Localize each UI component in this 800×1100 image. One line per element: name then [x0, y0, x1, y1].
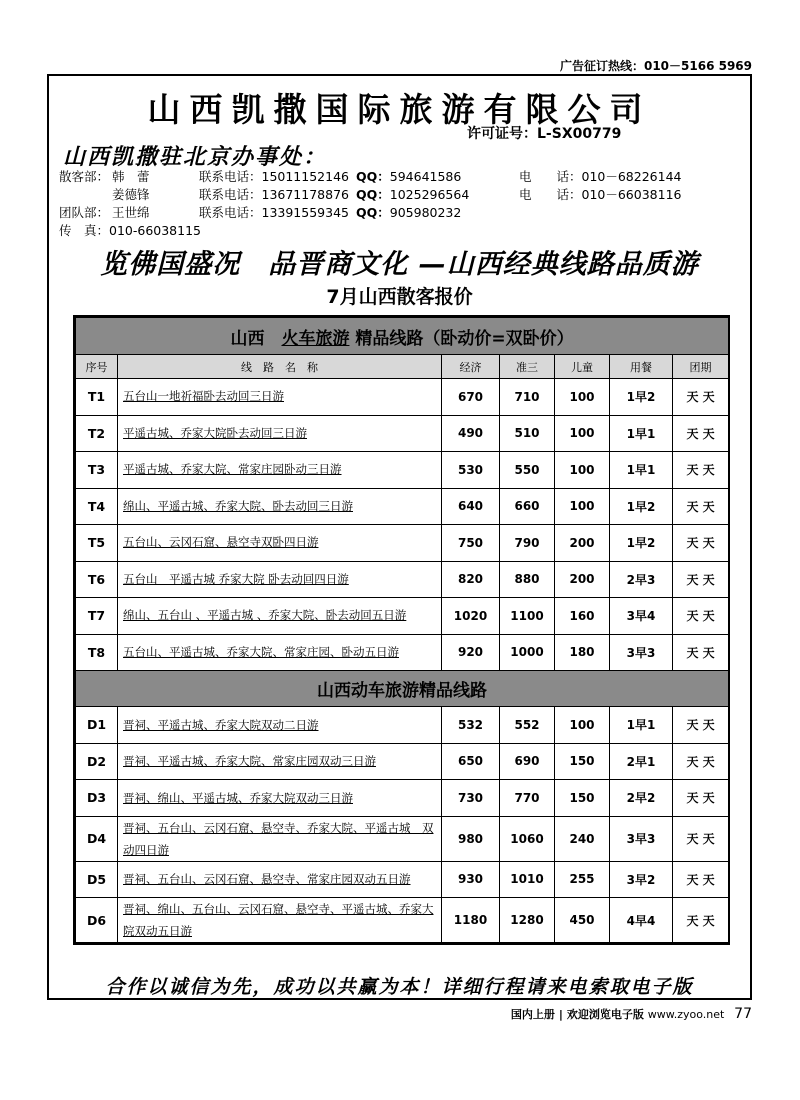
cell-dates: 天 天 — [673, 561, 729, 598]
cell-econ: 640 — [442, 488, 500, 525]
train-section-underlined: 火车旅游 — [281, 328, 350, 349]
page-number: 77 — [734, 1006, 752, 1022]
column-header-row — [76, 355, 729, 379]
table-row — [76, 488, 729, 525]
slogan: 览佛国盛况 品晋商文化 —山西经典线路品质游 — [100, 249, 699, 280]
cell-name: 晋祠、五台山、云冈石窟、悬空寺、常家庄园双动五日游 — [118, 861, 442, 898]
cell-econ: 930 — [442, 861, 500, 898]
contact-role: 团队部： — [59, 205, 110, 220]
cell-code: T8 — [76, 634, 118, 671]
cell-econ: 670 — [442, 379, 500, 416]
contact-name: 韩 蕾 — [112, 169, 150, 184]
cell-meals: 1早1 — [610, 707, 673, 744]
cell-name: 晋祠、五台山、云冈石窟、悬空寺、乔家大院、平遥古城 双动四日游 — [118, 816, 442, 861]
qq-number: 905980232 — [389, 205, 462, 220]
cell-meals: 1早2 — [610, 488, 673, 525]
table-row — [76, 634, 729, 671]
cell-code: T4 — [76, 488, 118, 525]
col-header-name: 线 路 名 称 — [118, 355, 442, 379]
cell-std3: 1280 — [500, 898, 555, 943]
col-header-econ: 经济 — [442, 355, 500, 379]
cell-econ: 980 — [442, 816, 500, 861]
col-header-child: 儿童 — [555, 355, 610, 379]
cell-child: 100 — [555, 707, 610, 744]
bullet-section-title: 山西动车旅游精品线路 — [76, 671, 729, 707]
cell-code: D1 — [76, 707, 118, 744]
table-row — [76, 525, 729, 562]
cell-econ: 730 — [442, 780, 500, 817]
cell-econ: 820 — [442, 561, 500, 598]
cell-meals: 3早3 — [610, 816, 673, 861]
cell-dates: 天 天 — [673, 707, 729, 744]
cell-code: D4 — [76, 816, 118, 861]
cell-name: 五台山一地祈福卧去动回三日游 — [118, 379, 442, 416]
cell-econ: 532 — [442, 707, 500, 744]
cell-meals: 3早3 — [610, 634, 673, 671]
table-row — [76, 707, 729, 744]
cell-child: 180 — [555, 634, 610, 671]
cell-dates: 天 天 — [673, 861, 729, 898]
cell-meals: 1早2 — [610, 379, 673, 416]
cell-dates: 天 天 — [673, 415, 729, 452]
cell-econ: 530 — [442, 452, 500, 489]
cell-code: D6 — [76, 898, 118, 943]
contact-phone: 电 话：010－66038116 — [519, 187, 682, 202]
cell-code: T5 — [76, 525, 118, 562]
price-table — [75, 317, 729, 943]
cell-dates: 天 天 — [673, 488, 729, 525]
contact-list — [59, 168, 749, 240]
bullet-section-header — [76, 671, 729, 707]
cell-econ: 650 — [442, 743, 500, 780]
contact-qq — [356, 204, 461, 222]
table-row — [76, 598, 729, 635]
cell-econ: 920 — [442, 634, 500, 671]
cell-code: T3 — [76, 452, 118, 489]
contact-tel: 联系电话：15011152146 — [199, 169, 349, 184]
cell-std3: 1000 — [500, 634, 555, 671]
footer-slogan: 合作以诚信为先，成功以共赢为本！详细行程请来电索取电子版 — [105, 976, 694, 998]
cell-dates: 天 天 — [673, 780, 729, 817]
cell-name: 五台山、云冈石窟、悬空寺双卧四日游 — [118, 525, 442, 562]
footer-browse: 欢迎浏览电子版 — [566, 1008, 644, 1021]
cell-std3: 660 — [500, 488, 555, 525]
contact-phone: 电 话：010－68226144 — [519, 169, 682, 184]
cell-meals: 1早1 — [610, 415, 673, 452]
col-header-std3: 准三 — [500, 355, 555, 379]
cell-std3: 1060 — [500, 816, 555, 861]
table-row — [76, 561, 729, 598]
cell-meals: 3早2 — [610, 861, 673, 898]
cell-std3: 1100 — [500, 598, 555, 635]
fax-number: 传 真：010-66038115 — [59, 223, 201, 238]
cell-code: T1 — [76, 379, 118, 416]
cell-std3: 690 — [500, 743, 555, 780]
cell-name: 绵山、五台山 、平遥古城 、乔家大院、卧去动回五日游 — [118, 598, 442, 635]
table-row — [76, 379, 729, 416]
contact-row — [59, 186, 749, 204]
cell-std3: 550 — [500, 452, 555, 489]
contact-tel: 联系电话：13671178876 — [199, 187, 349, 202]
cell-code: D3 — [76, 780, 118, 817]
cell-code: T7 — [76, 598, 118, 635]
cell-child: 240 — [555, 816, 610, 861]
cell-meals: 4早4 — [610, 898, 673, 943]
contact-row — [59, 168, 749, 186]
cell-meals: 2早3 — [610, 561, 673, 598]
cell-dates: 天 天 — [673, 452, 729, 489]
col-header-dates: 团期 — [673, 355, 729, 379]
contact-qq — [356, 168, 461, 186]
table-row — [76, 452, 729, 489]
cell-dates: 天 天 — [673, 816, 729, 861]
cell-dates: 天 天 — [673, 598, 729, 635]
cell-dates: 天 天 — [673, 525, 729, 562]
table-row — [76, 743, 729, 780]
cell-meals: 2早1 — [610, 743, 673, 780]
qq-number: 594641586 — [389, 169, 462, 184]
company-name: 山西凯撒国际旅游有限公司 — [147, 90, 652, 129]
cell-child: 100 — [555, 452, 610, 489]
cell-std3: 710 — [500, 379, 555, 416]
cell-name: 晋祠、平遥古城、乔家大院双动二日游 — [118, 707, 442, 744]
qq-label: QQ： — [356, 187, 390, 202]
cell-name: 五台山、平遥古城、乔家大院、常家庄园、卧动五日游 — [118, 634, 442, 671]
fax-row — [59, 222, 749, 240]
cell-child: 255 — [555, 861, 610, 898]
table-row — [76, 415, 729, 452]
qq-label: QQ： — [356, 205, 390, 220]
license-number: 许可证号：L-SX00779 — [467, 126, 622, 142]
cell-code: T2 — [76, 415, 118, 452]
footer-section: 国内上册 — [510, 1008, 555, 1021]
cell-econ: 750 — [442, 525, 500, 562]
footer-separator: | — [558, 1008, 563, 1021]
footer-url[interactable]: www.zyoo.net — [647, 1008, 725, 1021]
qq-label: QQ： — [356, 169, 390, 184]
cell-name: 晋祠、绵山、五台山、云冈石窟、悬空寺、平遥古城、乔家大院双动五日游 — [118, 898, 442, 943]
cell-code: D5 — [76, 861, 118, 898]
contact-role: 散客部： — [59, 169, 110, 184]
advert-frame — [47, 74, 752, 1000]
price-table-wrap — [73, 315, 730, 945]
col-header-meals: 用餐 — [610, 355, 673, 379]
cell-std3: 880 — [500, 561, 555, 598]
cell-child: 150 — [555, 743, 610, 780]
cell-meals: 1早1 — [610, 452, 673, 489]
cell-econ: 1020 — [442, 598, 500, 635]
cell-child: 200 — [555, 525, 610, 562]
cell-child: 100 — [555, 488, 610, 525]
contact-tel: 联系电话：13391559345 — [199, 205, 349, 220]
cell-econ: 490 — [442, 415, 500, 452]
table-row — [76, 861, 729, 898]
page-footer — [511, 1006, 752, 1022]
contact-qq — [356, 186, 469, 204]
cell-std3: 510 — [500, 415, 555, 452]
price-table-body — [76, 318, 729, 943]
cell-meals: 1早2 — [610, 525, 673, 562]
cell-child: 100 — [555, 415, 610, 452]
price-subtitle: 7月山西散客报价 — [326, 286, 473, 308]
cell-child: 150 — [555, 780, 610, 817]
ad-hotline: 广告征订热线：010－5166 5969 — [559, 59, 752, 73]
train-section-header — [76, 318, 729, 355]
train-section-prefix: 山西 — [230, 328, 282, 349]
table-row — [76, 780, 729, 817]
contact-row — [59, 204, 749, 222]
cell-code: T6 — [76, 561, 118, 598]
cell-name: 绵山、平遥古城、乔家大院、卧去动回三日游 — [118, 488, 442, 525]
cell-dates: 天 天 — [673, 379, 729, 416]
cell-dates: 天 天 — [673, 898, 729, 943]
cell-dates: 天 天 — [673, 634, 729, 671]
cell-dates: 天 天 — [673, 743, 729, 780]
cell-child: 160 — [555, 598, 610, 635]
office-title: 山西凯撒驻北京办事处： — [63, 145, 328, 170]
train-section-title — [76, 318, 729, 355]
table-row — [76, 898, 729, 943]
cell-name: 平遥古城、乔家大院、常家庄园卧动三日游 — [118, 452, 442, 489]
cell-meals: 2早2 — [610, 780, 673, 817]
cell-name: 平遥古城、乔家大院卧去动回三日游 — [118, 415, 442, 452]
cell-std3: 790 — [500, 525, 555, 562]
cell-std3: 770 — [500, 780, 555, 817]
cell-code: D2 — [76, 743, 118, 780]
cell-meals: 3早4 — [610, 598, 673, 635]
cell-name: 晋祠、平遥古城、乔家大院、常家庄园双动三日游 — [118, 743, 442, 780]
qq-number: 1025296564 — [389, 187, 470, 202]
cell-child: 100 — [555, 379, 610, 416]
cell-name: 晋祠、绵山、平遥古城、乔家大院双动三日游 — [118, 780, 442, 817]
cell-child: 450 — [555, 898, 610, 943]
cell-name: 五台山 平遥古城 乔家大院 卧去动回四日游 — [118, 561, 442, 598]
cell-child: 200 — [555, 561, 610, 598]
cell-std3: 552 — [500, 707, 555, 744]
contact-name: 姜德锋 — [112, 187, 150, 202]
cell-std3: 1010 — [500, 861, 555, 898]
train-section-suffix: 精品线路（卧动价=双卧价） — [349, 328, 574, 349]
table-row — [76, 816, 729, 861]
contact-name: 王世绵 — [112, 205, 150, 220]
cell-econ: 1180 — [442, 898, 500, 943]
col-header-code: 序号 — [76, 355, 118, 379]
